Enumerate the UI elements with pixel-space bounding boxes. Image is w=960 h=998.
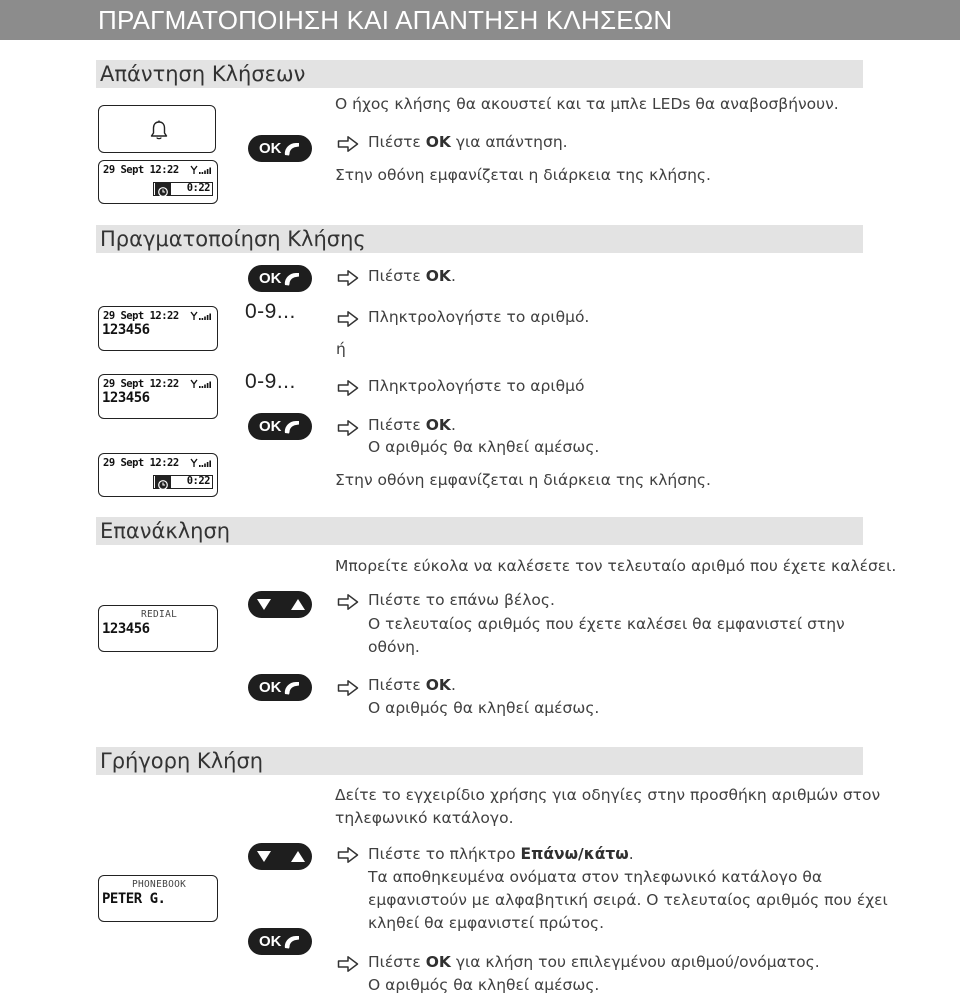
- ok-button[interactable]: [248, 413, 312, 440]
- redial-step-1-line-3: οθόνη.: [368, 638, 420, 656]
- bell-icon: [149, 120, 169, 141]
- lcd-redial-label: REDIAL: [141, 609, 178, 620]
- redial-step-2: Πιέστε OK.: [368, 676, 456, 694]
- lcd-phonebook-label: PHONEBOOK: [132, 879, 187, 890]
- answer-step-1: Πιέστε OK για απάντηση.: [368, 133, 568, 151]
- speed-dial-intro-line-1: Δείτε το εγχειρίδιο χρήσης για οδηγίες στην προσθήκη αριθμών στον: [335, 786, 881, 804]
- speed-dial-step-1-line-4: κληθεί θα εμφανιστεί πρώτος.: [368, 914, 605, 932]
- call-timer-value: 0:22: [186, 475, 210, 487]
- hand-arrow-icon: [337, 419, 359, 437]
- call-timer: [153, 475, 213, 489]
- hand-arrow-icon: [337, 955, 359, 973]
- speed-dial-step-2-line-2: Ο αριθμός θα κληθεί αμέσως.: [368, 976, 600, 994]
- ok-button-label: OK: [259, 679, 282, 696]
- signal-icon: [190, 379, 212, 389]
- page-title: ΠΡΑΓΜΑΤΟΠΟΙΗΣΗ ΚΑΙ ΑΠΑΝΤΗΣΗ ΚΛΗΣΕΩΝ: [0, 0, 960, 40]
- speed-dial-step-2: Πιέστε OK για κλήση του επιλεγμένου αριθμού/ονόματος.: [368, 953, 820, 971]
- up-down-button[interactable]: [248, 843, 312, 870]
- lcd-status: 29 Sept 12:22: [103, 310, 179, 322]
- clock-icon: [155, 183, 171, 195]
- make-call-dial-1: Πληκτρολογήστε το αριθμό.: [368, 308, 590, 326]
- down-arrow-icon: [257, 851, 271, 862]
- speed-dial-step-1-line-2: Τα αποθηκευμένα ονόματα στον τηλεφωνικό κατάλογο θα: [368, 868, 823, 886]
- make-call-note: Στην οθόνη εμφανίζεται η διάρκεια της κλήσης.: [335, 471, 711, 489]
- handset-icon: [282, 419, 302, 435]
- make-call-step-press: Πιέστε OK.: [368, 267, 456, 285]
- down-arrow-icon: [257, 599, 271, 610]
- lcd-contact-name: PETER G.: [102, 891, 166, 907]
- lcd-call-duration: [98, 453, 218, 497]
- lcd-call-duration: [98, 160, 218, 204]
- hand-arrow-icon: [337, 269, 359, 287]
- lcd-number: 123456: [102, 322, 150, 338]
- call-timer: [153, 182, 213, 196]
- hand-arrow-icon: [337, 593, 359, 611]
- hand-arrow-icon: [337, 679, 359, 697]
- hand-arrow-icon: [337, 379, 359, 397]
- hand-arrow-icon: [337, 310, 359, 328]
- lcd-status: 29 Sept 12:22: [103, 378, 179, 390]
- speed-dial-step-1: Πιέστε το πλήκτρο Επάνω/κάτω.: [368, 845, 634, 863]
- lcd-dialed-number: [98, 306, 218, 351]
- up-arrow-icon: [291, 599, 305, 610]
- section-title-redial: Επανάκληση: [96, 517, 863, 545]
- lcd-ringing: [98, 105, 216, 153]
- ok-button-label: OK: [259, 140, 282, 157]
- handset-icon: [282, 934, 302, 950]
- lcd-number: 123456: [102, 621, 150, 637]
- handset-icon: [282, 680, 302, 696]
- section-title-make-call: Πραγματοποίηση Κλήσης: [96, 225, 863, 253]
- make-call-dialed: Ο αριθμός θα κληθεί αμέσως.: [368, 438, 600, 456]
- hand-arrow-icon: [337, 846, 359, 864]
- hand-arrow-icon: [337, 135, 359, 153]
- section-title-answer: Απάντηση Κλήσεων: [96, 60, 863, 88]
- lcd-dialed-number: [98, 374, 218, 419]
- clock-icon: [155, 476, 171, 488]
- ok-button-label: OK: [259, 933, 282, 950]
- lcd-phonebook: [98, 875, 218, 922]
- signal-icon: [190, 165, 212, 175]
- answer-note: Στην οθόνη εμφανίζεται η διάρκεια της κλήσης.: [335, 166, 711, 184]
- number-keys-label[interactable]: 0-9...: [245, 300, 296, 323]
- speed-dial-intro-line-2: τηλεφωνικό κατάλογο.: [335, 809, 514, 827]
- lcd-redial: [98, 605, 218, 652]
- up-arrow-icon: [291, 851, 305, 862]
- number-keys-label[interactable]: 0-9...: [245, 370, 296, 393]
- signal-icon: [190, 311, 212, 321]
- ok-button[interactable]: [248, 265, 312, 292]
- lcd-status: 29 Sept 12:22: [103, 457, 179, 469]
- answer-intro: Ο ήχος κλήσης θα ακουστεί και τα μπλε LEDs θα αναβοσβήνουν.: [335, 95, 839, 113]
- make-call-step-press-2: Πιέστε OK.: [368, 416, 456, 434]
- handset-icon: [282, 141, 302, 157]
- ok-button[interactable]: [248, 135, 312, 162]
- signal-icon: [190, 458, 212, 468]
- redial-step-1-line-2: Ο τελευταίος αριθμός που έχετε καλέσει θα εμφανιστεί στην: [368, 615, 845, 633]
- ok-button[interactable]: [248, 674, 312, 701]
- ok-button-label: OK: [259, 418, 282, 435]
- make-call-dial-2: Πληκτρολογήστε το αριθμό: [368, 377, 585, 395]
- call-timer-value: 0:22: [186, 182, 210, 194]
- ok-button[interactable]: [248, 928, 312, 955]
- section-title-speed-dial: Γρήγορη Κλήση: [96, 747, 863, 775]
- redial-step-2-line-2: Ο αριθμός θα κληθεί αμέσως.: [368, 699, 600, 717]
- ok-button-label: OK: [259, 270, 282, 287]
- lcd-number: 123456: [102, 390, 150, 406]
- speed-dial-step-1-line-3: εμφανιστούν με αλφαβητική σειρά. Ο τελευταίος αριθμός που έχει: [368, 891, 888, 909]
- up-down-button[interactable]: [248, 591, 312, 618]
- handset-icon: [282, 271, 302, 287]
- redial-intro: Μπορείτε εύκολα να καλέσετε τον τελευταίο αριθμό που έχετε καλέσει.: [335, 557, 897, 575]
- lcd-status: 29 Sept 12:22: [103, 164, 179, 176]
- redial-step-1: Πιέστε το επάνω βέλος.: [368, 591, 555, 609]
- make-call-or: ή: [336, 340, 346, 358]
